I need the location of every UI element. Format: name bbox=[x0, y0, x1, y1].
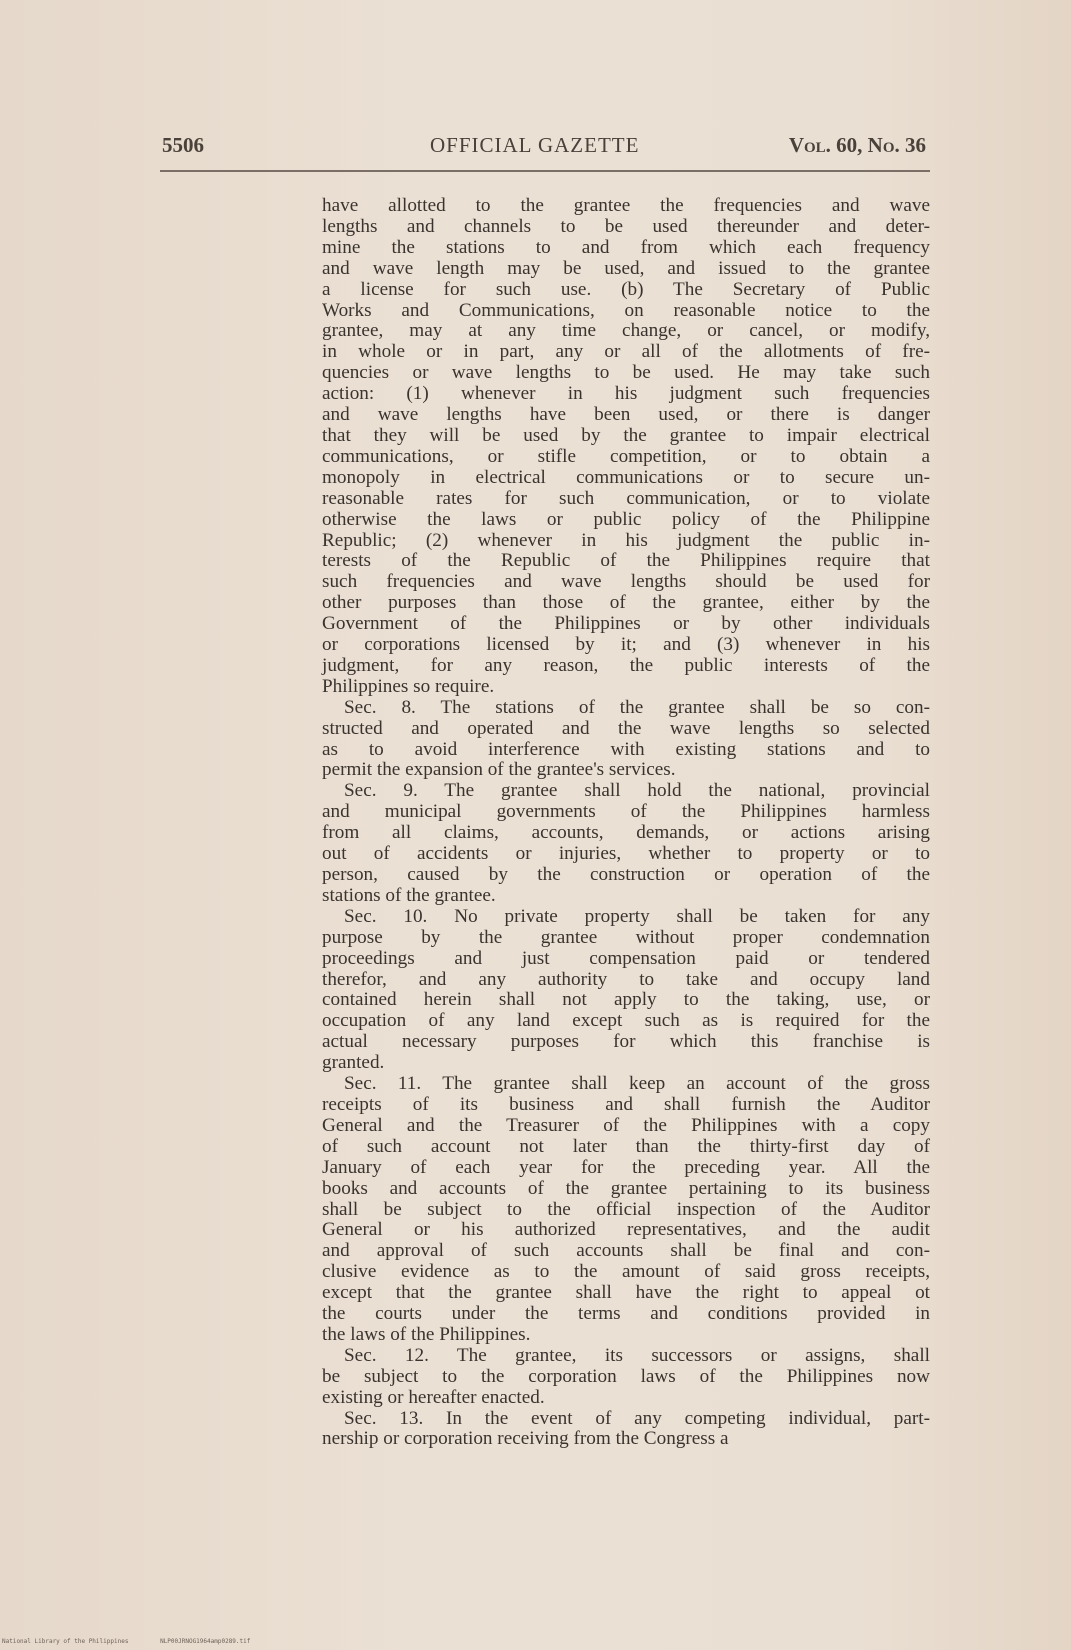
text-line: other purposes than those of the grantee, either by the bbox=[322, 592, 930, 614]
page-header bbox=[162, 133, 930, 163]
text-line: contained herein shall not apply to the taking, use, or bbox=[322, 989, 930, 1011]
page-number: 5506 bbox=[162, 133, 204, 157]
scan-footer bbox=[2, 1638, 278, 1645]
text-line: the laws of the Philippines. bbox=[322, 1323, 531, 1345]
text-line: lengths and channels to be used thereunder and deter- bbox=[322, 215, 930, 237]
text-line: General and the Treasurer of the Philippines with a copy bbox=[322, 1114, 930, 1136]
text-line: Sec. 10. No private property shall be taken for any bbox=[344, 905, 930, 927]
text-line: communications, or stifle competition, or to obtain a bbox=[322, 445, 930, 467]
scan-filename: NLP00JRNOG1964amp0289.tif bbox=[160, 1638, 251, 1645]
text-line: and wave length may be used, and issued to the grantee bbox=[322, 257, 930, 279]
text-line: a license for such use. (b) The Secretary of Public bbox=[322, 278, 930, 300]
text-line: Sec. 9. The grantee shall hold the national, provincial bbox=[344, 780, 930, 802]
text-line: nership or corporation receiving from the Congress a bbox=[322, 1428, 729, 1450]
text-line: be subject to the corporation laws of the Philippines now bbox=[322, 1365, 930, 1387]
text-line: terests of the Republic of the Philippines require that bbox=[322, 550, 930, 572]
text-line: judgment, for any reason, the public interests of the bbox=[322, 654, 930, 676]
text-line: receipts of its business and shall furnish the Auditor bbox=[322, 1093, 930, 1115]
text-line: except that the grantee shall have the right to appeal ot bbox=[322, 1282, 930, 1304]
text-line: permit the expansion of the grantee's services. bbox=[322, 759, 676, 781]
body-text bbox=[322, 196, 930, 1450]
text-line: January of each year for the preceding year. All the bbox=[322, 1156, 930, 1178]
text-line: occupation of any land except such as is required for the bbox=[322, 1010, 930, 1032]
text-line: General or his authorized representatives, and the audit bbox=[322, 1219, 930, 1241]
text-line: clusive evidence as to the amount of said gross receipts, bbox=[322, 1261, 930, 1283]
text-line: have allotted to the grantee the frequencies and wave bbox=[322, 195, 930, 216]
text-line: Philippines so require. bbox=[322, 675, 495, 697]
header-rule bbox=[160, 170, 930, 172]
text-line: purpose by the grantee without proper condemnation bbox=[322, 926, 930, 948]
text-line: stations of the grantee. bbox=[322, 884, 496, 906]
paragraph-sec13 bbox=[322, 1409, 930, 1451]
text-line: Sec. 13. In the event of any competing individual, part- bbox=[344, 1407, 930, 1429]
paragraph-sec10 bbox=[322, 907, 930, 1074]
text-line: Sec. 12. The grantee, its successors or assigns, shall bbox=[344, 1344, 930, 1366]
paragraph-sec11 bbox=[322, 1074, 930, 1346]
text-line: person, caused by the construction or operation of the bbox=[322, 864, 930, 885]
text-line: structed and operated and the wave lengths so selected bbox=[322, 717, 930, 739]
text-line: action: (1) whenever in his judgment such frequencies bbox=[322, 383, 930, 405]
text-line: quencies or wave lengths to be used. He may take such bbox=[322, 362, 930, 384]
text-line: and municipal governments of the Philippines harmless bbox=[322, 801, 930, 823]
text-line: existing or hereafter enacted. bbox=[322, 1386, 545, 1408]
text-line: in whole or in part, any or all of the allotments of fre- bbox=[322, 341, 930, 363]
text-line: mine the stations to and from which each frequency bbox=[322, 236, 930, 258]
text-line: shall be subject to the official inspection of the Auditor bbox=[322, 1198, 930, 1220]
paragraph-sec9 bbox=[322, 781, 930, 906]
paragraph-sec12 bbox=[322, 1346, 930, 1409]
text-line: actual necessary purposes for which this franchise is bbox=[322, 1031, 930, 1053]
text-line: Republic; (2) whenever in his judgment the public in- bbox=[322, 529, 930, 551]
text-line: out of accidents or injuries, whether to property or to bbox=[322, 843, 930, 865]
text-line: Sec. 8. The stations of the grantee shall be so con- bbox=[344, 696, 930, 718]
library-credit: National Library of the Philippines bbox=[2, 1638, 129, 1645]
text-line: Works and Communications, on reasonable notice to the bbox=[322, 299, 930, 321]
text-line: Sec. 11. The grantee shall keep an account of the gross bbox=[344, 1073, 930, 1095]
text-line: or corporations licensed by it; and (3) whenever in his bbox=[322, 634, 930, 656]
text-line: books and accounts of the grantee pertaining to its business bbox=[322, 1177, 930, 1199]
volume-number: Vol. 60, No. 36 bbox=[788, 133, 926, 157]
text-line: monopoly in electrical communications or to secure un- bbox=[322, 466, 930, 488]
text-line: grantee, may at any time change, or cancel, or modify, bbox=[322, 320, 930, 342]
paragraph-p0 bbox=[322, 196, 930, 698]
text-line: proceedings and just compensation paid or tendered bbox=[322, 947, 930, 969]
text-line: Government of the Philippines or by other individuals bbox=[322, 613, 930, 635]
text-line: that they will be used by the grantee to impair electrical bbox=[322, 424, 930, 446]
text-line: from all claims, accounts, demands, or actions arising bbox=[322, 822, 930, 844]
text-line: of such account not later than the thirty-first day of bbox=[322, 1135, 930, 1157]
text-line: such frequencies and wave lengths should be used for bbox=[322, 571, 930, 593]
text-line: reasonable rates for such communication, or to violate bbox=[322, 487, 930, 509]
text-line: granted. bbox=[322, 1052, 385, 1074]
text-line: therefor, and any authority to take and occupy land bbox=[322, 968, 930, 990]
journal-title: OFFICIAL GAZETTE bbox=[430, 133, 640, 157]
text-line: and approval of such accounts shall be final and con- bbox=[322, 1240, 930, 1262]
paragraph-sec8 bbox=[322, 698, 930, 782]
text-line: the courts under the terms and conditions provided in bbox=[322, 1303, 930, 1325]
text-line: otherwise the laws or public policy of the Philippine bbox=[322, 508, 930, 530]
text-line: and wave lengths have been used, or there is danger bbox=[322, 404, 930, 426]
text-line: as to avoid interference with existing stations and to bbox=[322, 738, 930, 760]
